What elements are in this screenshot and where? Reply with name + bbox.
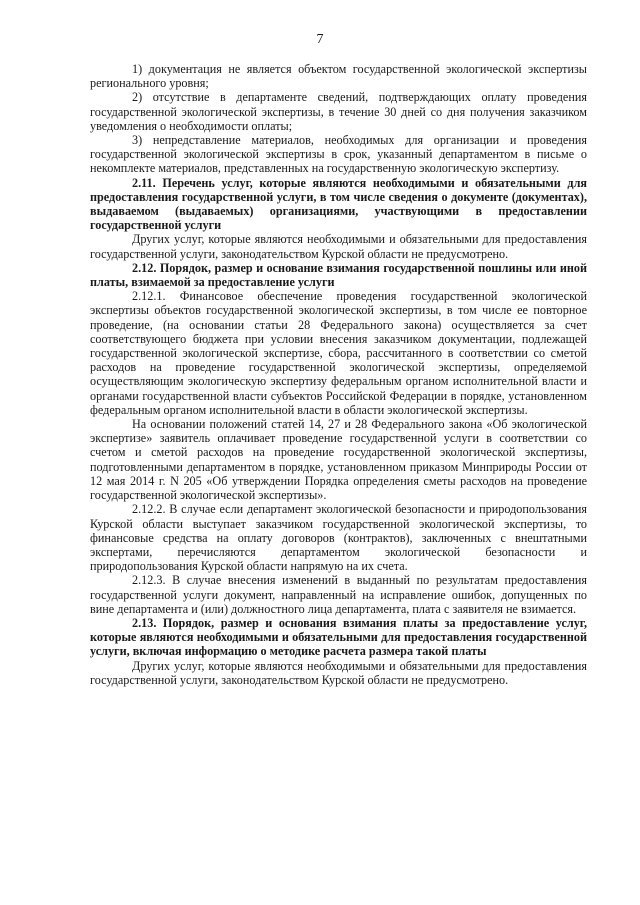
paragraph: 2.12.3. В случае внесения изменений в выданный по результатам предоставления государственной услуги документ, направленный на исправление ошибок, допущенных по вине департамента и (или) должностного лица департамента, плата с заявителя не взимается. — [90, 573, 587, 616]
section-heading: 2.13. Порядок, размер и основания взимания платы за предоставление услуг, которые являются необходимыми и обязательными для предоставления государственной услуги, включая информацию о методике расчета размера такой платы — [90, 615, 587, 659]
paragraph: 2.12.2. В случае если департамент экологической безопасности и природопользования Курской области выступает заказчиком государственной экологической экспертизы, то финансовые средства на оплату договоров (контрактов), заключенных с внештатными экспертами, перечисляются департаментом экологической безопасности и природопользования Курской области напрямую на их счета. — [90, 502, 587, 574]
page-number: 7 — [316, 32, 324, 47]
paragraph: Других услуг, которые являются необходимыми и обязательными для предоставления государственной услуги, законодательством Курской области не предусмотрено. — [90, 232, 587, 261]
section-heading: 2.11. Перечень услуг, которые являются необходимыми и обязательными для предоставления государственной услуги, в том числе сведения о документе (документах), выдаваемом (выдаваемых) организациями, участвующими в предоставлении государственной услуги — [90, 175, 587, 233]
section-heading: 2.12. Порядок, размер и основание взимания государственной пошлины или иной платы, взимаемой за предоставление услуги — [90, 260, 587, 290]
paragraph: 3) непредставление материалов, необходимых для организации и проведения государственной экологической экспертизы в срок, указанный департаментом в письме о некомплекте материалов, представленных на государственную экологическую экспертизу. — [90, 133, 587, 176]
paragraph: Других услуг, которые являются необходимыми и обязательными для предоставления государственной услуги, законодательством Курской области не предусмотрено. — [90, 658, 587, 687]
paragraph: 2.12.1. Финансовое обеспечение проведения государственной экологической экспертизы объектов государственной экологической экспертизы, в том числе ее повторное проведение, (на основании статьи 28 Федерального закона) осуществляется за счет соответствующего бюджета при условии внесения заказчиком документации, подлежащей государственной экологической экспертизе, сбора, рассчитанного в соответствии со сметой расходов на проведение государственной экологической экспертизы, определяемой осуществляющим экологическую экспертизу федеральным органом исполнительной власти и органами государственной власти субъектов Российской Федерации в порядке, установленном федеральным органом исполнительной власти в области экологической экспертизы. — [90, 289, 587, 417]
document-body — [90, 62, 587, 687]
paragraph: 2) отсутствие в департаменте сведений, подтверждающих оплату проведения государственной экологической экспертизы, в течение 30 дней со дня получения заказчиком уведомления о необходимости оплаты; — [90, 90, 587, 133]
paragraph: 1) документация не является объектом государственной экологической экспертизы регионального уровня; — [90, 62, 587, 91]
paragraph: На основании положений статей 14, 27 и 28 Федерального закона «Об экологической экспертизе» заявитель оплачивает проведение государственной услуги в соответствии со счетом и сметой расходов на проведение государственной экологической экспертизы, подготовленными департаментом в порядке, установленном приказом Минприроды России от 12 мая 2014 г. N 205 «Об утверждении Порядка определения сметы расходов на проведение государственной экологической экспертизы». — [90, 417, 587, 503]
